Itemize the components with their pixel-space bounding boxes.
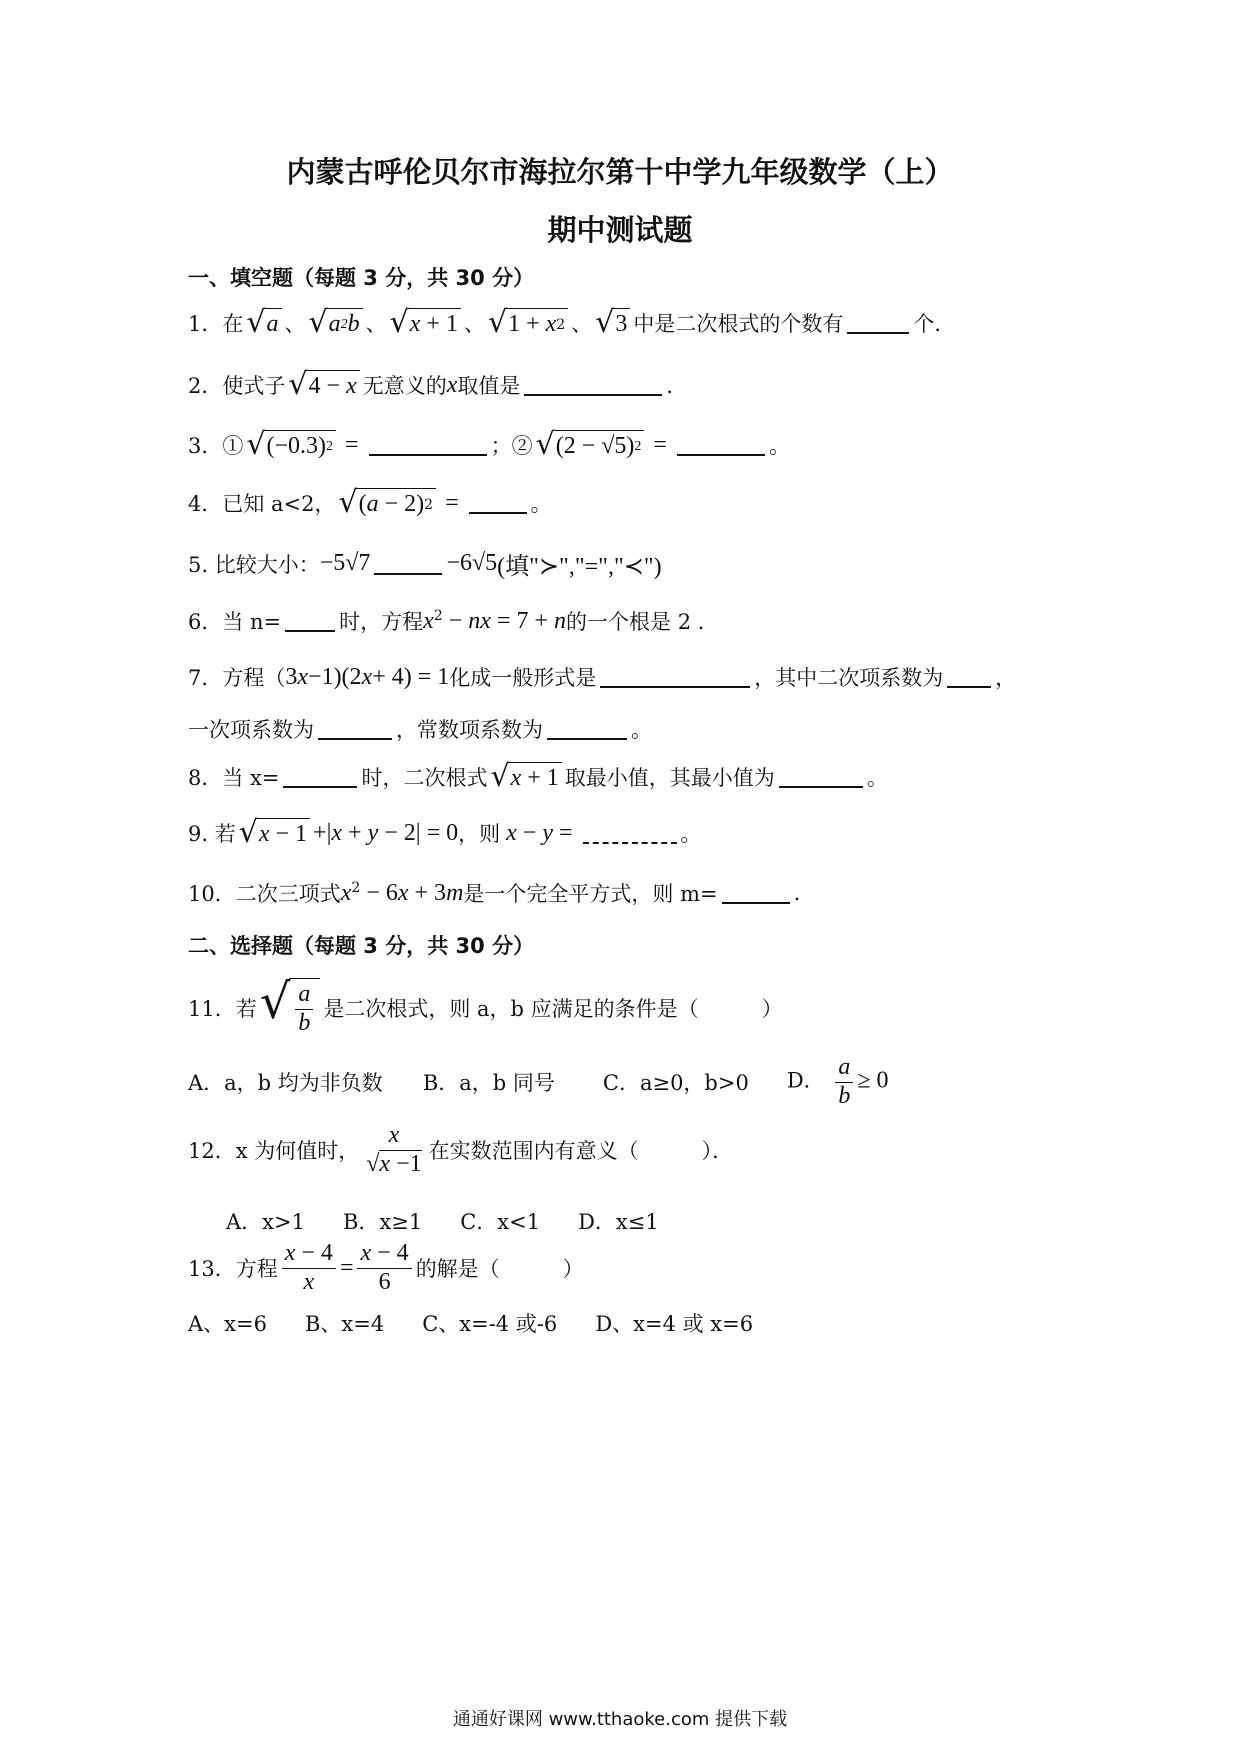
- expr-sqrt-4-minus-x: √ 4 − x: [288, 370, 359, 400]
- option-b[interactable]: B、x=4: [304, 1312, 385, 1336]
- answer-blank[interactable]: [524, 374, 662, 396]
- question-7-line-2: 一次项系数为 ，常数项系数为 。: [188, 718, 652, 742]
- question-12: 12．x 为何值时， $\frac{x}{√x -1}$ 在实数范围内有意义（ ）．: [188, 1122, 734, 1177]
- expr-sqrt-neg03-squared: √ (−0.3) 2: [246, 430, 336, 460]
- option-d[interactable]: D．x≤1: [578, 1210, 659, 1234]
- option-c[interactable]: C、x=-4 或-6: [422, 1312, 558, 1336]
- question-11: 11．若 √ $\frac{a}{b}$ 是二次根式，则 a，b 应满足的条件是（ ）: [188, 974, 783, 1036]
- answer-blank[interactable]: [779, 766, 863, 788]
- expr-sqrt-a2b: √ a 2 b: [309, 308, 363, 338]
- answer-blank[interactable]: [947, 666, 991, 688]
- option-b[interactable]: B．a，b 同号: [422, 1071, 555, 1096]
- expr-equation: 3x−1)(2x+ 4) = 1: [285, 663, 450, 690]
- option-a[interactable]: A．a，b 均为非负数: [188, 1071, 383, 1096]
- answer-blank[interactable]: [547, 718, 627, 740]
- footer-credit: 通通好课网 www.tthaoke.com 提供下载: [452, 1709, 788, 1730]
- expr-sqrt-x-plus-1: √ x + 1: [490, 762, 561, 792]
- expr-sqrt-a-minus-2-squared: √ ( a − 2) 2: [339, 488, 437, 518]
- expr-sqrt-x-minus-1: √ x − 1: [239, 818, 310, 848]
- page-title: 内蒙古呼伦贝尔市海拉尔第十中学九年级数学（上）: [286, 155, 954, 189]
- answer-blank[interactable]: [318, 718, 392, 740]
- question-6: 6．当 n= 时，方程 $x^2$ − nx = 7 + n 的一个根是 2 ．: [188, 607, 719, 634]
- question-3: 3．① √ (−0.3) 2 = ；② √ (2 − √5) 2 = 。: [188, 427, 790, 462]
- question-4: 4．已知 a<2， √ ( a − 2) 2 = 。: [188, 485, 552, 520]
- answer-blank[interactable]: [374, 553, 442, 575]
- section-fill-in-heading: 一、填空题（每题 3 分，共 30 分）: [188, 266, 535, 290]
- question-5: 5. 比较大小： −5√7 −6√5 (填"≻","=","≺"): [188, 550, 662, 580]
- expr-fraction-right: $\frac{x - 4}{6}$: [357, 1240, 411, 1296]
- answer-blank[interactable]: [722, 882, 790, 904]
- expr-sqrt-a-over-b: √ $\frac{a}{b}$: [260, 978, 321, 1037]
- option-a[interactable]: A．x>1: [226, 1210, 305, 1234]
- expr-sqrt-x-plus-1: √ x + 1: [390, 308, 461, 338]
- question-10: 10．二次三项式 $x^2 - 6x + 3m$ 是一个完全平方式，则 m= .: [188, 879, 801, 906]
- option-d[interactable]: D． $\frac{a}{b}$ ≥ 0: [786, 1054, 889, 1109]
- question-11-options: [188, 1054, 889, 1110]
- answer-blank[interactable]: [583, 822, 677, 844]
- answer-blank[interactable]: [283, 766, 357, 788]
- answer-blank[interactable]: [847, 312, 909, 334]
- question-7: 7．方程（ 3x−1)(2x+ 4) = 1 化成一般形式是 ，其中二次项系数为 ，: [188, 663, 1017, 690]
- answer-blank[interactable]: [369, 434, 487, 456]
- question-2: 2．使式子 √ 4 − x 无意义的 x 取值是 ．: [188, 367, 688, 402]
- answer-blank[interactable]: [677, 434, 765, 456]
- option-c[interactable]: C．x<1: [460, 1210, 541, 1234]
- option-d[interactable]: D、x=4 或 x=6: [595, 1312, 754, 1336]
- expr-trinomial: $x^2 - 6x + 3m$: [340, 879, 464, 906]
- answer-blank[interactable]: [469, 492, 527, 514]
- answer-blank[interactable]: [600, 666, 750, 688]
- expr-x-over-sqrt-x-minus-1: $\frac{x}{√x -1}$: [366, 1122, 422, 1177]
- question-12-options: [226, 1206, 659, 1236]
- expr-sqrt-1-plus-x2: √ 1 + x 2: [488, 308, 568, 338]
- question-9: 9. 若 √ x − 1 +| x + y − 2| = 0 ，则 x − y = 。: [188, 815, 702, 850]
- expr-sqrt-3: √ 3: [595, 308, 630, 338]
- expr-sqrt-2-minus-sqrt5-squared: √ (2 − √5) 2: [536, 430, 645, 460]
- answer-blank[interactable]: [285, 610, 335, 632]
- option-a[interactable]: A、x=6: [188, 1312, 267, 1336]
- option-c[interactable]: C．a≥0，b>0: [602, 1071, 749, 1096]
- expr-equation: $x^2$ − nx = 7 + n: [423, 607, 567, 634]
- expr-sqrt-a: √ a: [246, 308, 281, 338]
- expr-fraction-left: $\frac{x - 4}{x}$: [282, 1240, 336, 1296]
- question-13: 13．方程 $\frac{x - 4}{x}$ = $\frac{x - 4}{6}$ 的解是（ ）: [188, 1240, 584, 1295]
- section-choice-heading: 二、选择题（每题 3 分，共 30 分）: [188, 934, 535, 958]
- question-1: 1．在 √ a 、 √ a 2 b 、 √ x + 1 、 √ 1 + x 2 、 √ 3 中是二次根式的个数有 个．: [188, 305, 956, 340]
- page-subtitle: 期中测试题: [547, 213, 693, 247]
- option-b[interactable]: B．x≥1: [342, 1210, 423, 1234]
- question-13-options: [188, 1308, 753, 1338]
- question-8: 8．当 x= 时，二次根式 √ x + 1 取最小值，其最小值为 。: [188, 759, 888, 794]
